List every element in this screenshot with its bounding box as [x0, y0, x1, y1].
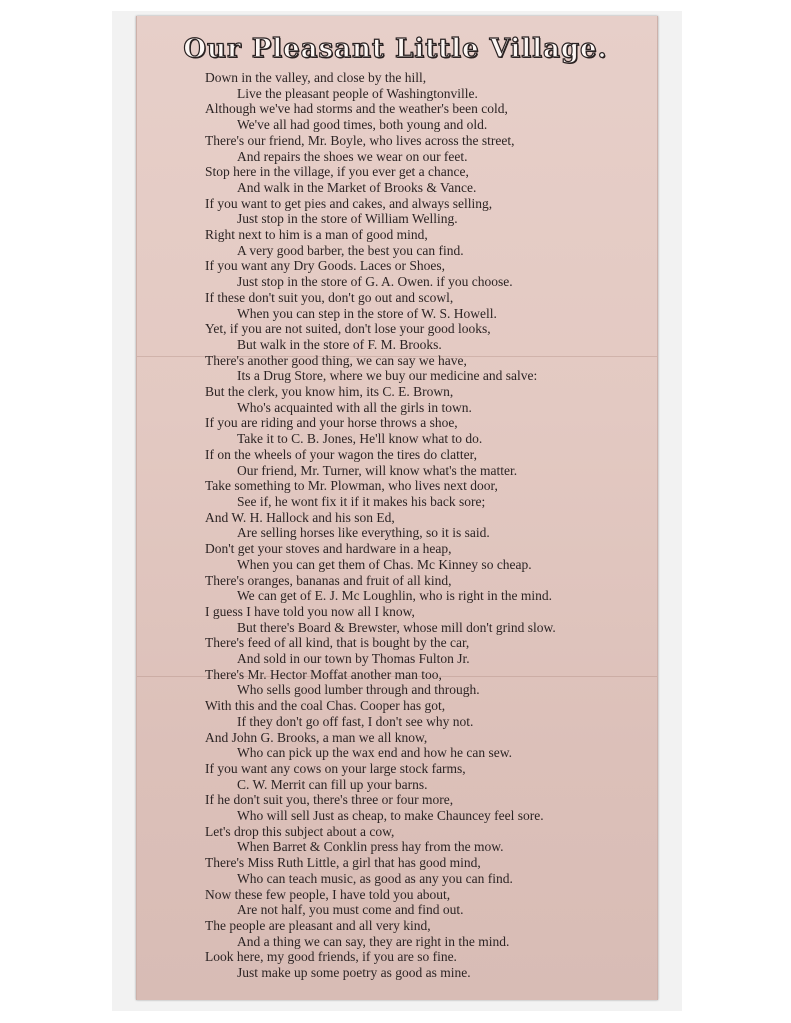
poem-line: Just make up some poetry as good as mine.: [237, 965, 471, 981]
poem-line: Its a Drug Store, where we buy our medicine and salve:: [237, 368, 538, 384]
poem-line: Our friend, Mr. Turner, will know what's the matter.: [237, 462, 518, 478]
poem-line: If these don't suit you, don't go out and scowl,: [205, 289, 454, 305]
poem-line: There's Miss Ruth Little, a girl that has good mind,: [205, 855, 481, 871]
poem-line: Right next to him is a man of good mind,: [205, 227, 428, 243]
poem-line: Look here, my good friends, if you are so fine.: [205, 949, 457, 965]
poem-line: There's oranges, bananas and fruit of all kind,: [205, 572, 452, 588]
poem-line: Down in the valley, and close by the hill,: [205, 70, 427, 85]
poem-line: Take something to Mr. Plowman, who lives next door,: [205, 478, 498, 494]
poem-line: C. W. Merrit can fill up your barns.: [237, 776, 428, 792]
poem-line: If on the wheels of your wagon the tires do clatter,: [205, 446, 477, 462]
poem-line: And repairs the shoes we wear on our feet.: [237, 148, 468, 164]
poem-line: The people are pleasant and all very kind,: [205, 917, 431, 933]
poem-title: Our Pleasant Little Village.: [183, 34, 608, 64]
poem-line: When Barret & Conklin press hay from the mow.: [237, 839, 504, 855]
poem-line: But the clerk, you know him, its C. E. Brown,: [205, 384, 454, 400]
poem-line: Who's acquainted with all the girls in town.: [237, 399, 472, 415]
poem-line: Who will sell Just as cheap, to make Chauncey feel sore.: [237, 808, 544, 824]
poem-line: If you are riding and your horse throws a shoe,: [205, 415, 458, 431]
poem-line: There's our friend, Mr. Boyle, who lives across the street,: [205, 132, 515, 148]
poem-line: When you can get them of Chas. Mc Kinney so cheap.: [237, 556, 532, 572]
poem-line: Who sells good lumber through and through.: [237, 682, 480, 698]
poem-line: We can get of E. J. Mc Loughlin, who is right in the mind.: [237, 588, 552, 604]
poem-line: There's Mr. Hector Moffat another man too,: [205, 666, 442, 682]
poem-line: Are not half, you must come and find out.: [237, 902, 464, 918]
poem-line: We've all had good times, both young and old.: [237, 117, 488, 133]
poem-line: With this and the coal Chas. Cooper has got,: [205, 698, 446, 714]
poem-line: If he don't suit you, there's three or four more,: [205, 792, 454, 808]
poem-line: But walk in the store of F. M. Brooks.: [237, 336, 442, 352]
poem-line: Just stop in the store of G. A. Owen. if you choose.: [237, 274, 513, 290]
poem-line: When you can step in the store of W. S. Howell.: [237, 305, 497, 321]
poem-line: Stop here in the village, if you ever get a chance,: [205, 164, 469, 180]
poem-line: If you want to get pies and cakes, and always selling,: [205, 195, 493, 211]
poem-line: Take it to C. B. Jones, He'll know what to do.: [237, 431, 483, 447]
poem-line: See if, he wont fix it if it makes his back sore;: [237, 493, 486, 509]
poem-line: Although we've had storms and the weather's been cold,: [205, 101, 508, 117]
poem-line: And sold in our town by Thomas Fulton Jr.: [237, 651, 470, 667]
poem-line: Just stop in the store of William Welling.: [237, 211, 458, 227]
poem-line: Are selling horses like everything, so it is said.: [237, 525, 490, 541]
poem-body: [205, 70, 635, 981]
poem-line: And John G. Brooks, a man we all know,: [205, 729, 428, 745]
poem-line: Who can teach music, as good as any you can find.: [237, 870, 513, 886]
poem-line: There's feed of all kind, that is bought by the car,: [205, 635, 470, 651]
poem-line: And walk in the Market of Brooks & Vance.: [237, 179, 477, 195]
poem-line: And a thing we can say, they are right in the mind.: [237, 933, 510, 949]
poem-line: Now these few people, I have told you about,: [205, 886, 451, 902]
poem-line: Don't get your stoves and hardware in a heap,: [205, 541, 452, 557]
poem-line: If you want any Dry Goods. Laces or Shoes,: [205, 258, 445, 274]
poem-line: If they don't go off fast, I don't see why not.: [237, 713, 474, 729]
poem-line: I guess I have told you now all I know,: [205, 603, 415, 619]
poem-line: Who can pick up the wax end and how he can sew.: [237, 745, 513, 761]
poem-line: Live the pleasant people of Washingtonville.: [237, 85, 478, 101]
poem-line: If you want any cows on your large stock farms,: [205, 760, 466, 776]
poem-line: There's another good thing, we can say we have,: [205, 352, 467, 368]
poem-line: And W. H. Hallock and his son Ed,: [205, 509, 395, 525]
poem-line: Let's drop this subject about a cow,: [205, 823, 395, 839]
poem-line: But there's Board & Brewster, whose mill don't grind slow.: [237, 619, 556, 635]
poem-line: A very good barber, the best you can find.: [237, 242, 464, 258]
poem-line: Yet, if you are not suited, don't lose your good looks,: [205, 321, 491, 337]
